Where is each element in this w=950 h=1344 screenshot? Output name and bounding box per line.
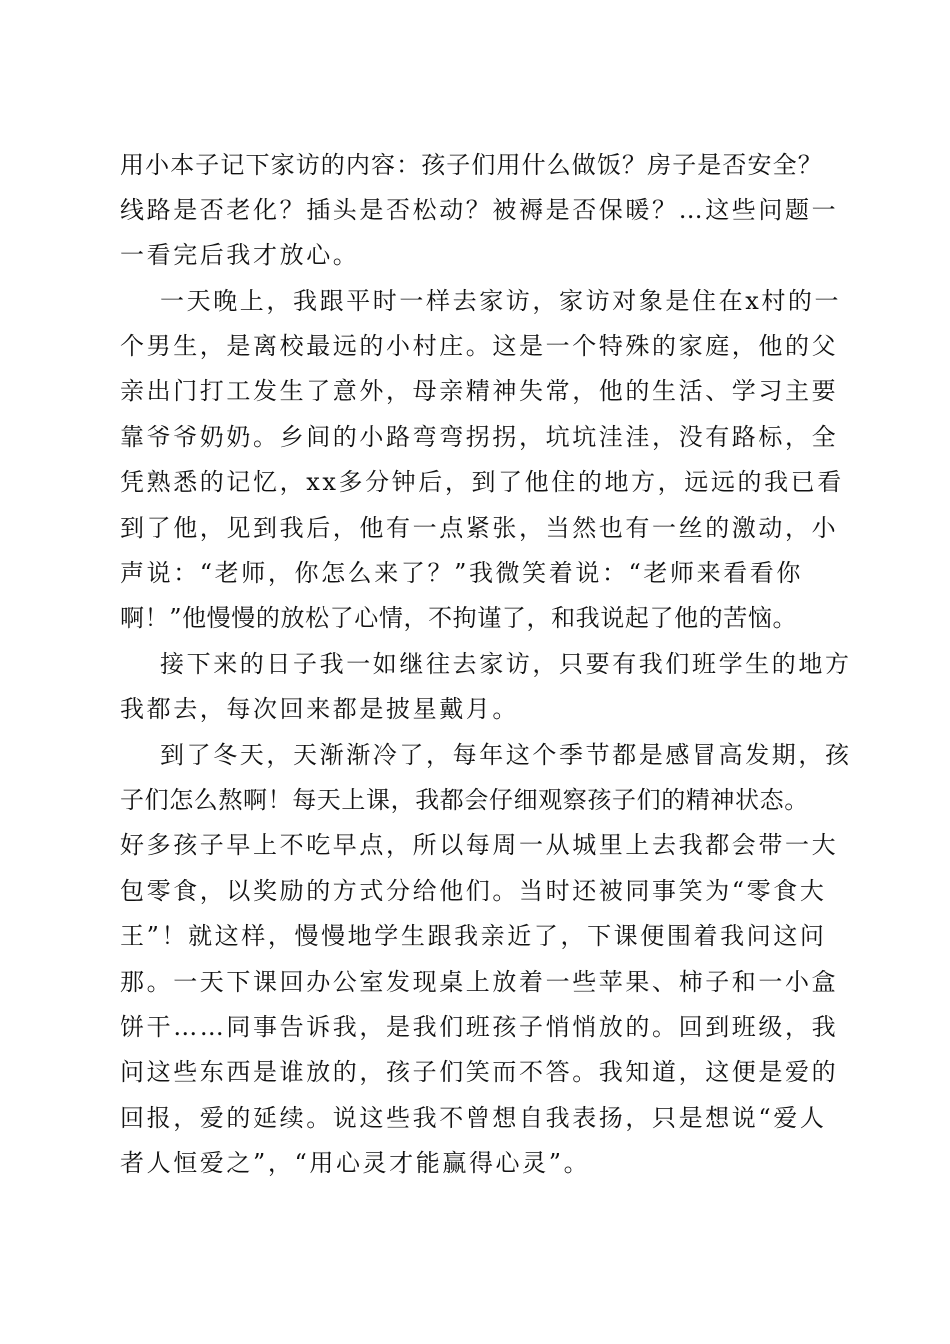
text-line: 凭熟悉的记忆，xx多分钟后，到了他住的地方，远远的我已看: [120, 468, 844, 496]
text-line: 线路是否老化？插头是否松动？被褥是否保暖？…这些问题一: [120, 196, 839, 224]
paragraph-first-line: 到了冬天，天渐渐冷了，每年这个季节都是感冒高发期，孩: [160, 741, 852, 769]
text-line: 问这些东西是谁放的，孩子们笑而不答。我知道，这便是爱的: [120, 1058, 839, 1086]
text-line: 个男生，是离校最远的小村庄。这是一个特殊的家庭，他的父: [120, 332, 839, 360]
text-line: 我都去，每次回来都是披星戴月。: [120, 695, 519, 723]
text-line: 用小本子记下家访的内容：孩子们用什么做饭？房子是否安全？: [120, 151, 823, 179]
text-line: 声说：“老师，你怎么来了？”我微笑着说：“老师来看看你: [120, 559, 804, 587]
text-line: 一看完后我才放心。: [120, 241, 360, 269]
text-line: 包零食，以奖励的方式分给他们。当时还被同事笑为“零食大: [120, 877, 827, 905]
paragraph-first-line: 一天晚上，我跟平时一样去家访，家访对象是住在x村的一: [160, 287, 842, 315]
text-line: 亲出门打工发生了意外，母亲精神失常，他的生活、学习主要: [120, 377, 839, 405]
text-line: 到了他，见到我后，他有一点紧张，当然也有一丝的激动，小: [120, 514, 839, 542]
text-line: 回报，爱的延续。说这些我不曾想自我表扬，只是想说“爱人: [120, 1104, 827, 1132]
text-line: 好多孩子早上不吃早点，所以每周一从城里上去我都会带一大: [120, 831, 839, 859]
text-line: 靠爷爷奶奶。乡间的小路弯弯拐拐，坑坑洼洼，没有路标，全: [120, 423, 839, 451]
text-line: 王”！就这样，慢慢地学生跟我亲近了，下课便围着我问这问: [120, 922, 827, 950]
text-line: 那。一天下课回办公室发现桌上放着一些苹果、柿子和一小盒: [120, 968, 839, 996]
text-line: 啊！”他慢慢的放松了心情，不拘谨了，和我说起了他的苦恼。: [120, 604, 798, 632]
text-line: 饼干……同事告诉我，是我们班孩子悄悄放的。回到班级，我: [120, 1013, 839, 1041]
text-line: 者人恒爱之”，“用心灵才能赢得心灵”。: [120, 1149, 591, 1177]
paragraph-first-line: 接下来的日子我一如继往去家访，只要有我们班学生的地方: [160, 650, 852, 678]
text-line: 子们怎么熬啊！每天上课，我都会仔细观察孩子们的精神状态。: [120, 786, 809, 814]
